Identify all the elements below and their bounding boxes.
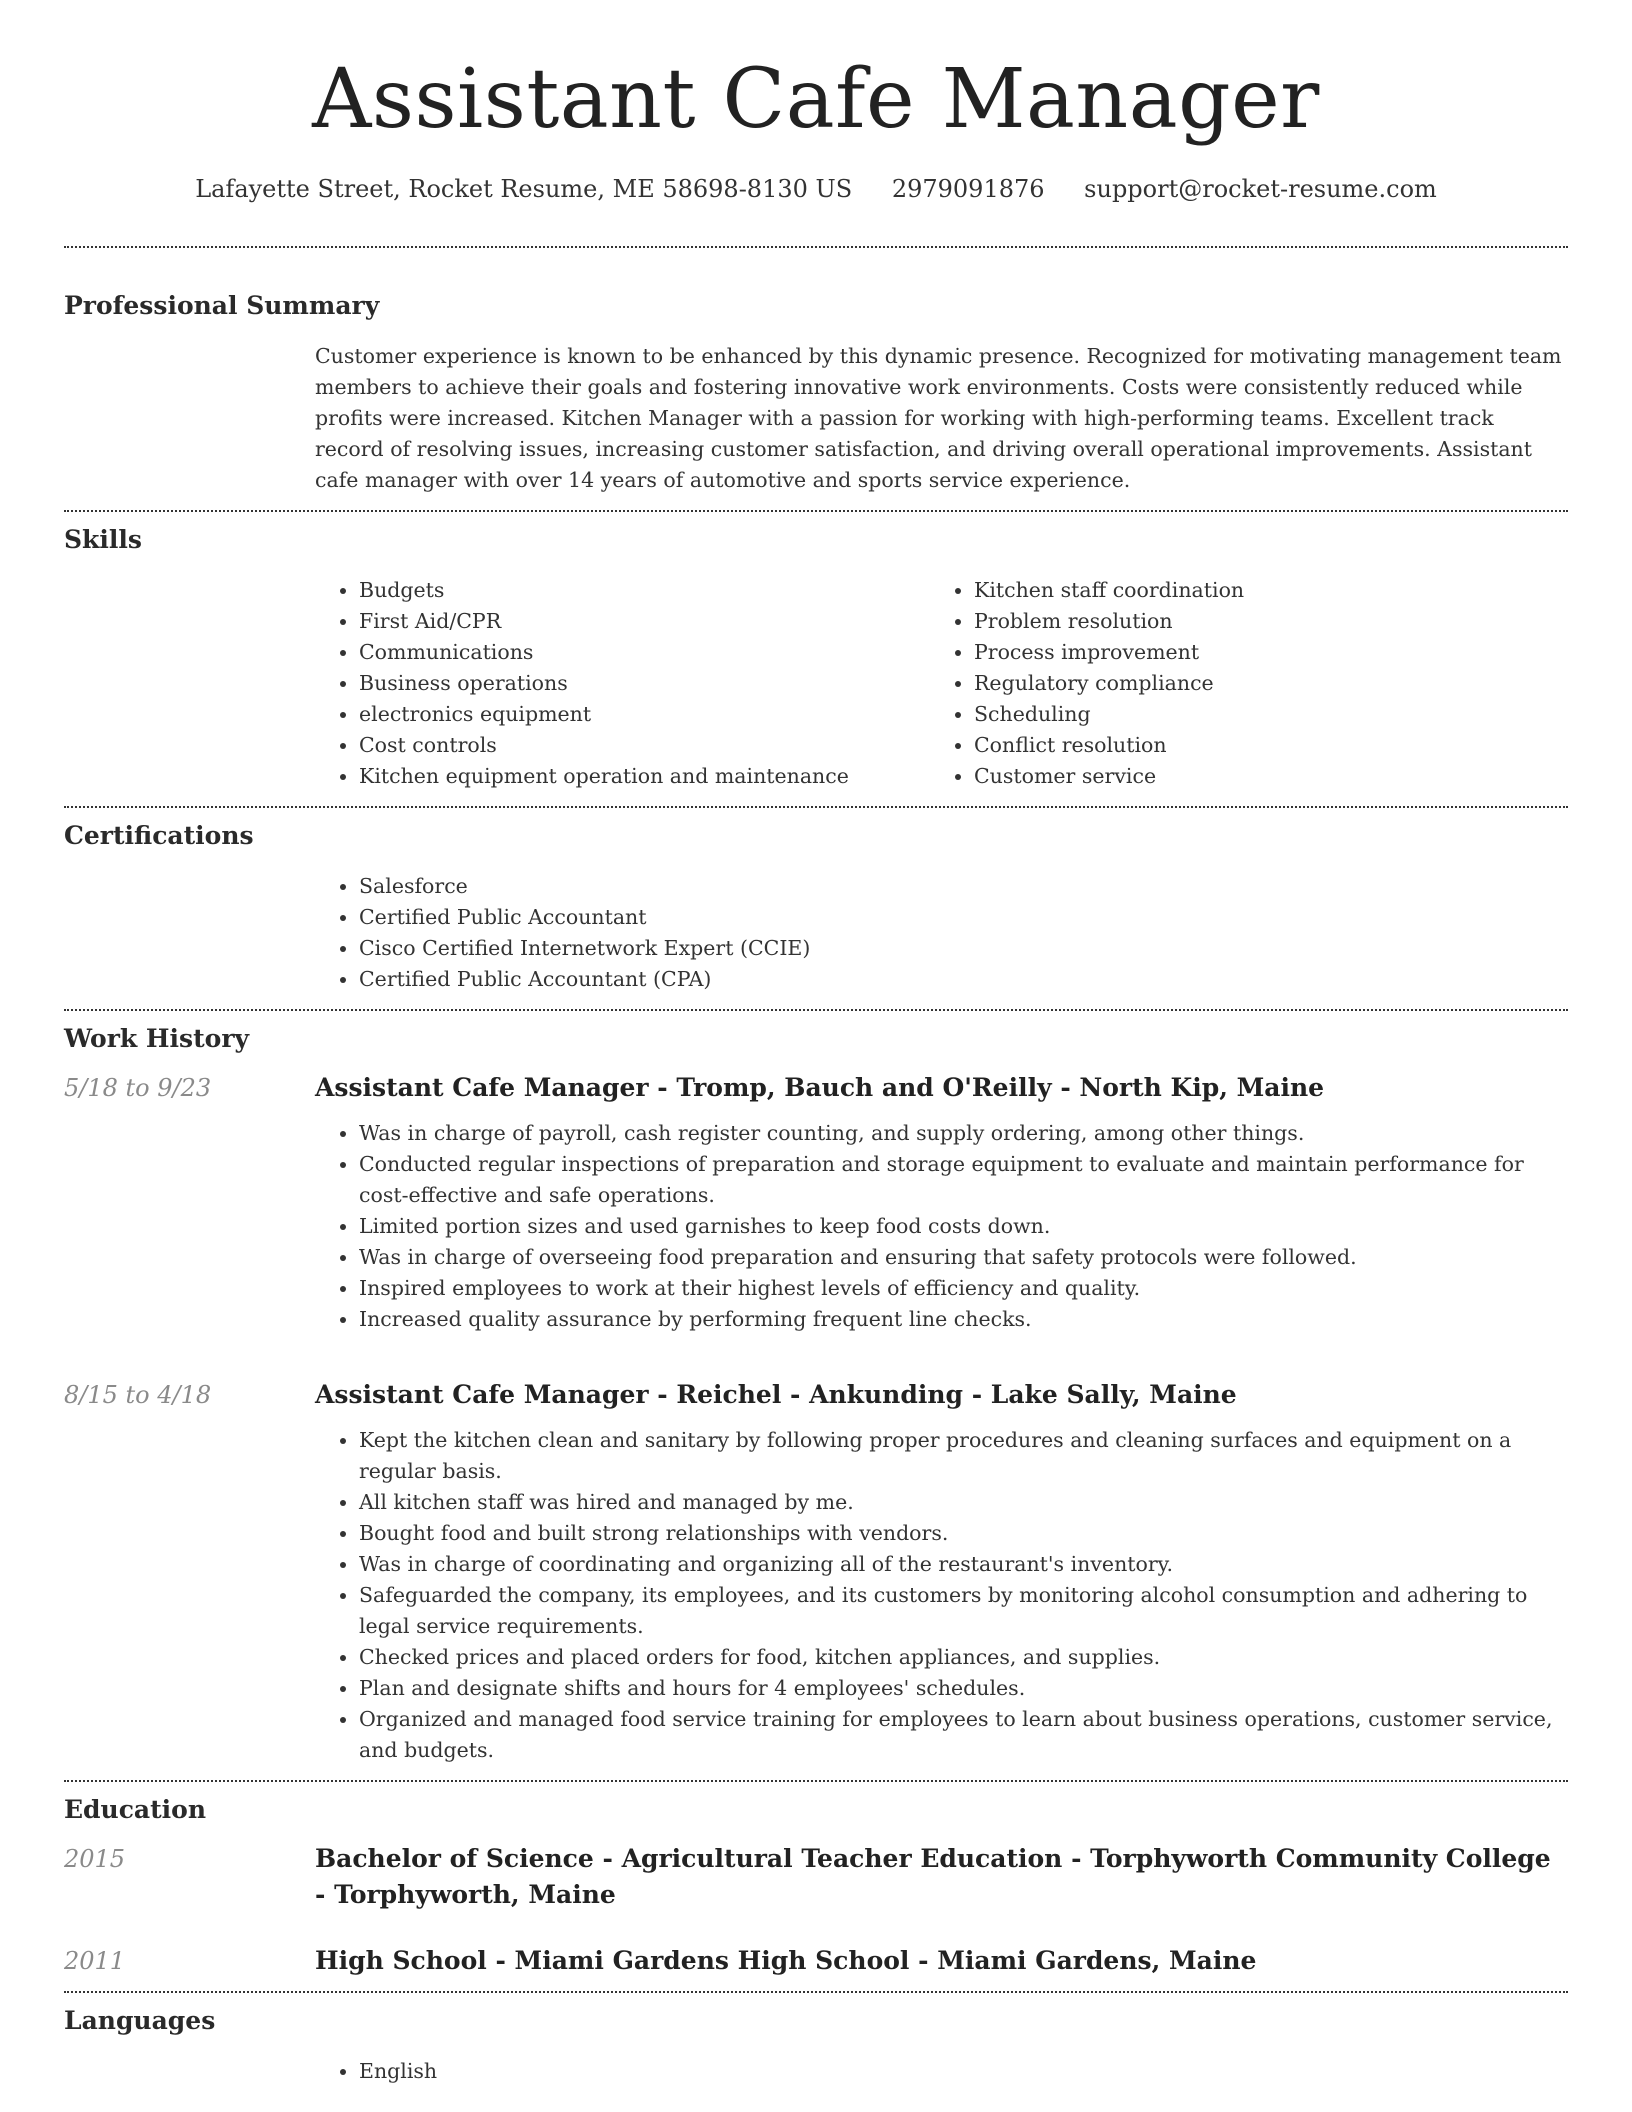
languages-list	[315, 2056, 1568, 2087]
education-year: 2015	[64, 1845, 126, 1873]
summary-text: Customer experience is known to be enhanced by this dynamic presence. Recognized for motivating management team members to achieve their goals and fostering innovative work environments. Costs were consistently reduced while profits were increased. Kitchen Manager with a passion for working with high-performing teams. Excellent track record of resolving issues, increasing customer satisfaction, and driving overall operational improvements. Assistant cafe manager with over 14 years of automotive and sports service experience.	[315, 344, 1562, 492]
certification-item: • Certified Public Accountant	[359, 902, 1568, 933]
summary-section	[0, 248, 1632, 510]
skill-item: • Cost controls	[359, 730, 930, 761]
skill-item: • Budgets	[359, 575, 930, 606]
job-dates: 8/15 to 4/18	[64, 1381, 212, 1409]
education-section	[0, 1782, 1632, 1991]
job-bullet: • Was in charge of overseeing food preparation and ensuring that safety protocols were followed.	[359, 1242, 1568, 1273]
skills-section	[0, 512, 1632, 806]
job-bullet: • Was in charge of coordinating and organizing all of the restaurant's inventory.	[359, 1549, 1568, 1580]
job-bullet: • Inspired employees to work at their highest levels of efficiency and quality.	[359, 1273, 1568, 1304]
certification-item: • Certified Public Accountant (CPA)	[359, 964, 1568, 995]
job-bullet: • Bought food and built strong relationships with vendors.	[359, 1518, 1568, 1549]
work-history-section	[0, 1011, 1632, 1780]
languages-section	[0, 1993, 1632, 2087]
job-bullet: • Was in charge of payroll, cash register counting, and supply ordering, among other things.	[359, 1118, 1568, 1149]
job-bullet: • Organized and managed food service training for employees to learn about business operations, customer service, and budgets.	[359, 1704, 1568, 1766]
skill-item: • Process improvement	[974, 637, 1545, 668]
skill-item: • Kitchen staff coordination	[974, 575, 1545, 606]
certification-item: • Cisco Certified Internetwork Expert (CCIE)	[359, 933, 1568, 964]
job-entry	[64, 1377, 1568, 1780]
job-bullet: • Plan and designate shifts and hours for 4 employees' schedules.	[359, 1673, 1568, 1704]
education-heading: Education	[64, 1795, 207, 1824]
candidate-name: Assistant Cafe Manager	[312, 52, 1320, 147]
certifications-list	[315, 871, 1568, 995]
certifications-heading: Certifications	[64, 821, 254, 850]
job-bullet: • Conducted regular inspections of preparation and storage equipment to evaluate and maintain performance for cost-effective and safe operations.	[359, 1149, 1568, 1211]
education-entry	[64, 1841, 1568, 1913]
job-bullet: • Limited portion sizes and used garnishes to keep food costs down.	[359, 1211, 1568, 1242]
contact-address: Lafayette Street, Rocket Resume, ME 58698-8130 US	[195, 175, 853, 203]
education-title: Bachelor of Science - Agricultural Teacher Education - Torphyworth Community College - Torphyworth, Maine	[315, 1844, 1551, 1909]
contact-email: support@rocket-resume.com	[1084, 175, 1437, 203]
contact-line	[0, 172, 1632, 206]
job-entry	[64, 1070, 1568, 1335]
skill-item: • electronics equipment	[359, 699, 930, 730]
language-item: • English	[359, 2056, 1568, 2087]
work-history-heading: Work History	[64, 1024, 250, 1053]
skill-item: • Regulatory compliance	[974, 668, 1545, 699]
job-bullet: • Increased quality assurance by performing frequent line checks.	[359, 1304, 1568, 1335]
skill-item: • Problem resolution	[974, 606, 1545, 637]
job-title: Assistant Cafe Manager - Reichel - Ankunding - Lake Sally, Maine	[315, 1380, 1237, 1409]
job-title: Assistant Cafe Manager - Tromp, Bauch and O'Reilly - North Kip, Maine	[315, 1073, 1325, 1102]
summary-heading: Professional Summary	[64, 291, 380, 320]
skill-item: • Conflict resolution	[974, 730, 1545, 761]
skill-item: • First Aid/CPR	[359, 606, 930, 637]
skill-item: • Scheduling	[974, 699, 1545, 730]
skills-heading: Skills	[64, 525, 142, 554]
languages-heading: Languages	[64, 2006, 216, 2035]
resume-header	[0, 0, 1632, 206]
skills-list-right	[930, 575, 1545, 792]
education-entry	[64, 1943, 1568, 1991]
job-dates: 5/18 to 9/23	[64, 1074, 212, 1102]
job-bullet: • Kept the kitchen clean and sanitary by following proper procedures and cleaning surfaces and equipment on a regular basis.	[359, 1425, 1568, 1487]
skill-item: • Kitchen equipment operation and maintenance	[359, 761, 930, 792]
contact-phone: 2979091876	[891, 175, 1045, 203]
skills-list-left	[315, 575, 930, 792]
skill-item: • Communications	[359, 637, 930, 668]
certification-item: • Salesforce	[359, 871, 1568, 902]
job-bullet: • Checked prices and placed orders for food, kitchen appliances, and supplies.	[359, 1642, 1568, 1673]
skill-item: • Business operations	[359, 668, 930, 699]
job-bullets	[315, 1118, 1568, 1335]
certifications-section	[0, 808, 1632, 1009]
skill-item: • Customer service	[974, 761, 1545, 792]
education-title: High School - Miami Gardens High School - Miami Gardens, Maine	[315, 1946, 1257, 1975]
job-bullet: • Safeguarded the company, its employees, and its customers by monitoring alcohol consumption and adhering to legal service requirements.	[359, 1580, 1568, 1642]
job-bullet: • All kitchen staff was hired and managed by me.	[359, 1487, 1568, 1518]
job-bullets	[315, 1425, 1568, 1780]
education-year: 2011	[64, 1947, 126, 1975]
